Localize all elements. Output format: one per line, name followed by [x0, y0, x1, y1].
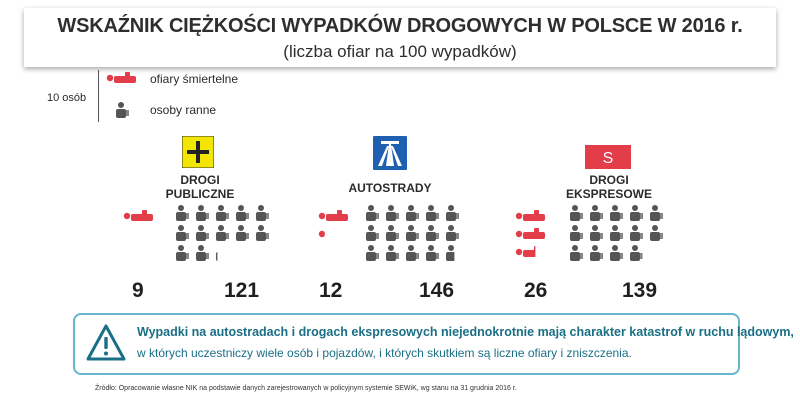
- road-label-expressway: [557, 173, 661, 201]
- person-icon: [406, 225, 420, 241]
- person-icon: [406, 205, 420, 221]
- person-icon: [590, 205, 604, 221]
- expressway-sign-letter: S: [602, 150, 614, 167]
- expressway-sign-icon: [585, 145, 631, 169]
- fatal-pictogram-motorway: [318, 210, 352, 240]
- person-icon: [236, 205, 250, 221]
- legend-divider: [98, 70, 99, 122]
- injured-pictogram-motorway: [366, 205, 460, 261]
- person-icon: [426, 205, 440, 221]
- person-icon: [386, 245, 400, 261]
- injured-pictogram-expressway: [570, 205, 664, 261]
- legend-fatal: [106, 72, 239, 86]
- person-icon: [366, 205, 380, 221]
- person-icon: [256, 225, 270, 241]
- legend-injured: [106, 102, 217, 118]
- person-icon: [176, 225, 190, 241]
- title-banner: [24, 8, 776, 67]
- warning-icon: [85, 322, 127, 364]
- lying-person-icon: [123, 210, 157, 222]
- page-title: WSKAŹNIK CIĘŻKOŚCI WYPADKÓW DROGOWYCH W POLSCE W 2016 r.: [57, 15, 743, 37]
- person-icon: [590, 225, 604, 241]
- person-icon: [256, 205, 270, 221]
- person-icon: [116, 102, 130, 118]
- person-icon: [570, 245, 584, 261]
- legend-scale: 10 osób: [47, 92, 87, 104]
- fatal-pictogram-public: [123, 210, 157, 222]
- fatal-count-public: 9: [132, 279, 144, 302]
- road-label-line1: DROGI: [589, 173, 629, 187]
- person-icon: [366, 225, 380, 241]
- lying-person-icon: [106, 72, 140, 86]
- road-label-line2: PUBLICZNE: [165, 187, 235, 201]
- lying-person-icon: [515, 228, 549, 240]
- person-icon: [610, 245, 624, 261]
- motorway-sign-icon: [373, 136, 407, 170]
- person-icon: [446, 225, 460, 241]
- person-icon: [216, 205, 230, 221]
- person-icon: [426, 245, 440, 261]
- person-icon: [446, 205, 460, 221]
- person-icon: [446, 245, 460, 261]
- person-icon: [176, 245, 190, 261]
- person-icon: [216, 245, 230, 261]
- person-icon: [176, 205, 190, 221]
- page-subtitle: (liczba ofiar na 100 wypadków): [283, 42, 517, 61]
- info-text: w których uczestniczy wiele osób i pojazdów, i których skutkiem są liczne ofiary i zniszczenia.: [137, 346, 632, 360]
- person-icon: [610, 225, 624, 241]
- injured-count-public: 121: [224, 279, 260, 302]
- injured-count-motorway: 146: [419, 279, 455, 302]
- injured-count-expressway: 139: [622, 279, 658, 302]
- person-icon: [196, 225, 210, 241]
- person-icon: [570, 225, 584, 241]
- person-icon: [216, 225, 230, 241]
- lying-person-icon: [318, 228, 352, 240]
- person-icon: [570, 205, 584, 221]
- road-label-motorway: [340, 181, 440, 195]
- info-text-bold: Wypadki na autostradach i drogach ekspresowych niejednokrotnie mają charakter katastrof w ruchu lądowym,: [137, 325, 794, 339]
- injured-pictogram-public: [176, 205, 270, 261]
- person-icon: [386, 205, 400, 221]
- person-icon: [630, 245, 644, 261]
- lying-person-icon: [318, 210, 352, 222]
- lying-person-icon: [515, 246, 549, 258]
- person-icon: [590, 245, 604, 261]
- person-icon: [650, 205, 664, 221]
- person-icon: [630, 205, 644, 221]
- legend-fatal-label: ofiary śmiertelne: [150, 72, 239, 86]
- person-icon: [426, 225, 440, 241]
- info-box: [73, 313, 794, 375]
- person-icon: [406, 245, 420, 261]
- road-label-line2: EKSPRESOWE: [565, 187, 652, 201]
- road-label-line1: DROGI: [180, 173, 220, 187]
- crossroad-sign-icon: [182, 136, 214, 168]
- person-icon: [386, 225, 400, 241]
- person-icon: [630, 225, 644, 241]
- source-note: Źródło: Opracowanie własne NIK na podstawie danych zarejestrowanych w policyjnym systemie SEWiK, wg stanu na 31 grudnia 2016 r.: [95, 385, 517, 392]
- legend-injured-label: osoby ranne: [150, 103, 217, 117]
- road-label-public: [150, 173, 250, 201]
- fatal-count-motorway: 12: [319, 279, 343, 302]
- person-icon: [610, 205, 624, 221]
- road-label-line2: AUTOSTRADY: [348, 181, 432, 195]
- person-icon: [196, 205, 210, 221]
- person-icon: [650, 225, 664, 241]
- person-icon: [196, 245, 210, 261]
- fatal-count-expressway: 26: [524, 279, 548, 302]
- lying-person-icon: [515, 210, 549, 222]
- fatal-pictogram-expressway: [515, 210, 549, 258]
- person-icon: [366, 245, 380, 261]
- person-icon: [236, 225, 250, 241]
